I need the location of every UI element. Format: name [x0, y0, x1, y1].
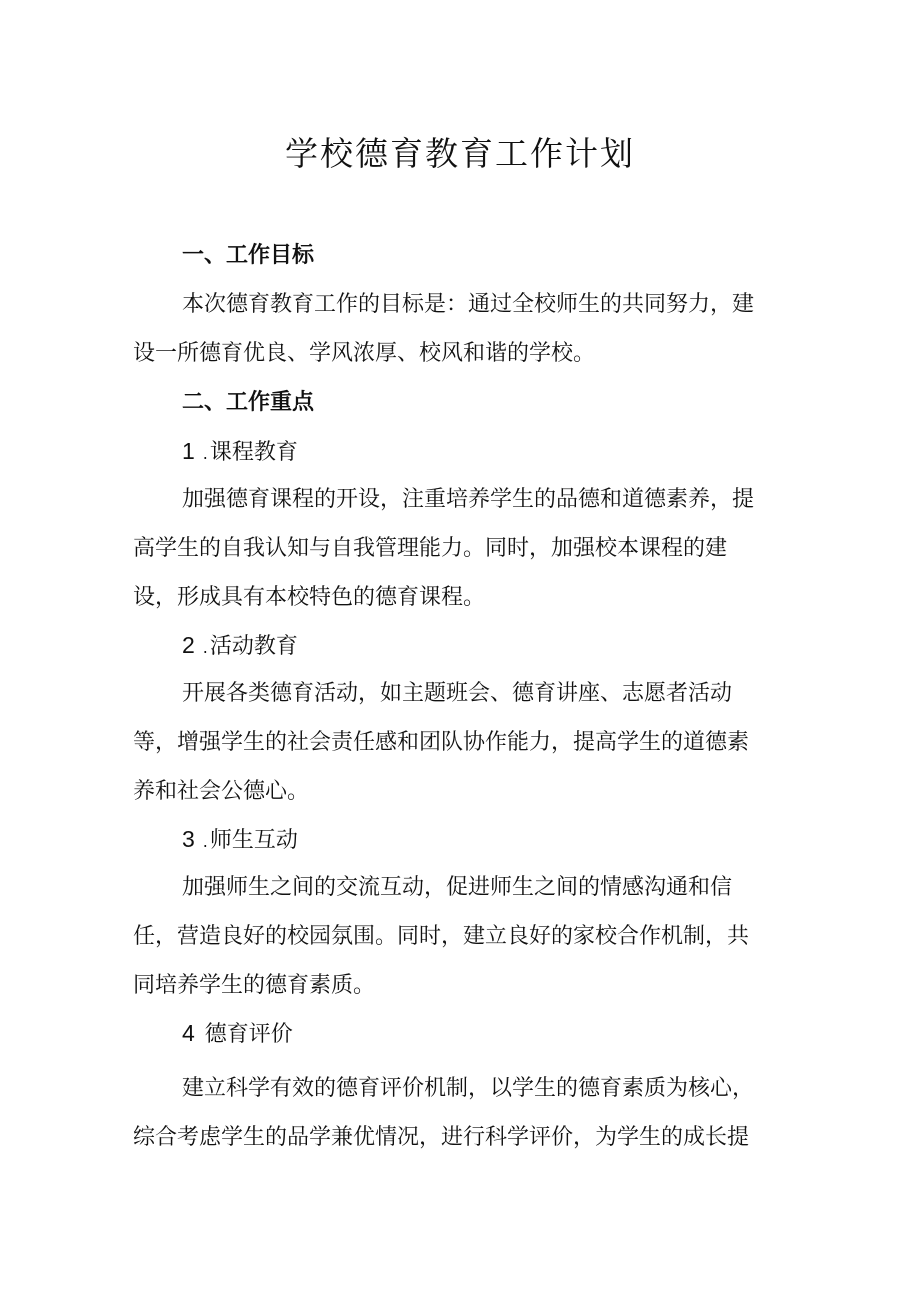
paragraph-line: 综合考虑学生的品学兼优情况，进行科学评价，为学生的成长提: [133, 1125, 750, 1150]
item-heading-activity-education: [182, 630, 842, 663]
item-number: 4: [182, 1020, 195, 1046]
paragraph-line: 加强德育课程的开设，注重培养学生的品德和道德素养，提: [182, 487, 755, 512]
item-title: 师生互动: [209, 828, 298, 853]
item-separator: .: [202, 832, 208, 851]
paragraph-line: 同培养学生的德育素质。: [133, 973, 376, 998]
paragraph-line: 本次德育教育工作的目标是：通过全校师生的共同努力，建: [182, 292, 755, 317]
section-heading-goals: 一、工作目标: [182, 243, 315, 268]
paragraph-line: 开展各类德育活动，如主题班会、德育讲座、志愿者活动: [182, 681, 733, 706]
paragraph-line: 设，形成具有本校特色的德育课程。: [133, 585, 486, 610]
item-heading-teacher-student-interaction: [182, 824, 842, 857]
section-heading-focus: 二、工作重点: [182, 390, 315, 415]
item-separator: .: [202, 638, 208, 657]
item-heading-course-education: [182, 436, 842, 469]
item-number: 1: [182, 438, 195, 464]
item-heading-moral-evaluation: [182, 1018, 842, 1051]
item-title: 课程教育: [209, 440, 298, 465]
paragraph-line: 等，增强学生的社会责任感和团队协作能力，提高学生的道德素: [133, 730, 750, 755]
item-number: 2: [182, 632, 195, 658]
item-separator: .: [202, 444, 208, 463]
paragraph-line: 养和社会公德心。: [133, 779, 310, 804]
document-title: 学校德育教育工作计划: [285, 134, 635, 173]
paragraph-line: 设一所德育优良、学风浓厚、校风和谐的学校。: [133, 341, 596, 366]
paragraph-line: 高学生的自我认知与自我管理能力。同时，加强校本课程的建: [133, 536, 728, 561]
paragraph-line: 建立科学有效的德育评价机制，以学生的德育素质为核心，: [182, 1076, 755, 1101]
item-title: 活动教育: [209, 634, 298, 659]
item-title: 德育评价: [204, 1022, 293, 1047]
item-number: 3: [182, 826, 195, 852]
paragraph-line: 任，营造良好的校园氛围。同时，建立良好的家校合作机制，共: [133, 924, 750, 949]
paragraph-line: 加强师生之间的交流互动，促进师生之间的情感沟通和信: [182, 875, 733, 900]
